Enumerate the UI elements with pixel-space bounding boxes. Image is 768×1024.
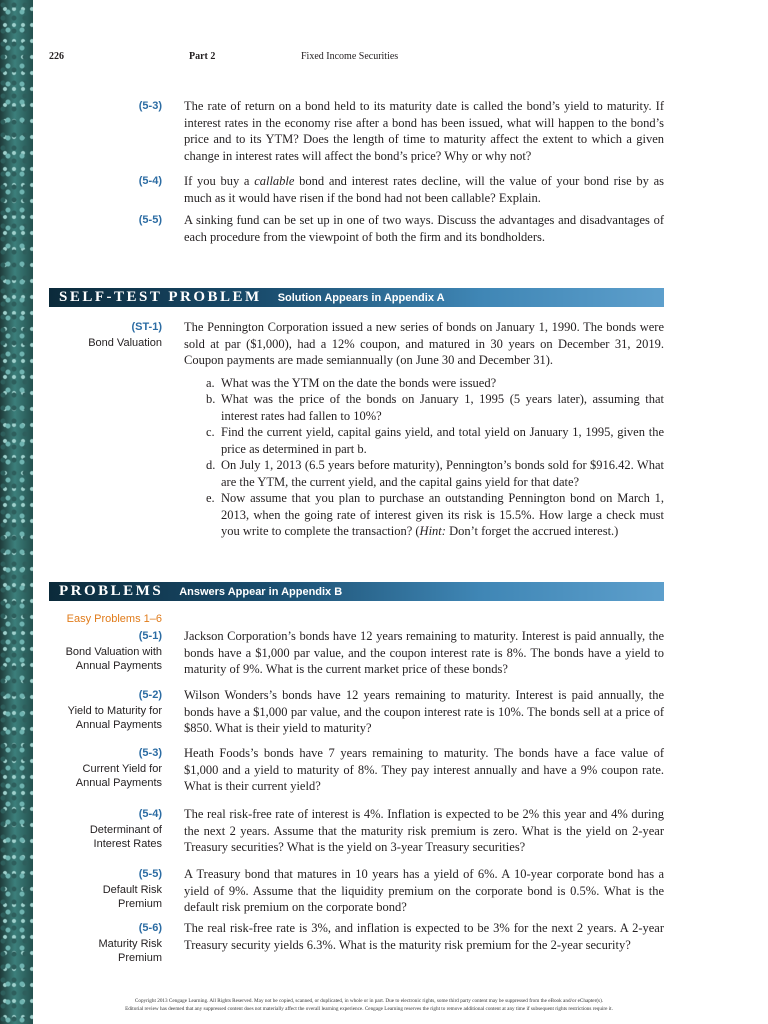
question-number: (5-4) [138,175,162,187]
problem-number: (5-2) [138,689,162,701]
question-5-3 [49,98,664,164]
question-text: The rate of return on a bond held to its maturity date is called the bond’s yield to maturity. If interest rates in the economy rise after a bond has been issued, what will happen to the bond’s price and to its YTM? Does the length of time to maturity affect the extent to which a given change in interest rates will affect the bond’s price? Why or why not? [184,99,664,163]
copyright-footer: Copyright 2013 Cengage Learning. All Rights Reserved. May not be copied, scanned, or duplicated, in whole or in part. Due to electronic rights, some third party content may be suppressed from the eBook and/or eChapter(s). Editorial review has deemed that any suppressed content does not materially affect the overall learning experience. Cengage Learning reserves the right to remove additional content at any time if subsequent rights restrictions require it. [125,998,613,1012]
problems-heading: PROBLEMS [59,583,164,599]
part-item: a. What was the YTM on the date the bonds were issued? [206,375,497,390]
problems-subheading: Answers Appear in Appendix B [179,585,343,598]
part-item: e. Now assume that you plan to purchase an outstanding Pennington bond on March 1, 2013, when the going rate of interest given its risk is 15.5%. How large a check must you write to complete the transaction? (Hint: Don’t forget the accrued interest.) [206,491,664,538]
part-item: c. Find the current yield, capital gains yield, and total yield on January 1, 1995, given the price as determined in part b. [206,425,664,456]
decorative-side-strip [0,0,33,1024]
problem-5-3 [49,745,664,795]
problem-text: The real risk-free rate is 3%, and inflation is expected to be 3% for the next 2 years. A 2-year Treasury security yields 6.3%. What is the maturity risk premium for the 2-year security? [184,921,664,952]
problem-text: Jackson Corporation’s bonds have 12 years remaining to maturity. Interest is paid annually, the bonds have a $1,000 par value, and the coupon interest rate is 8%. The bonds have a yield to maturity of 9%. What is the current market price of these bonds? [184,629,664,676]
question-number: (5-3) [138,100,162,112]
problem-topic: Default Risk Premium [102,883,162,910]
self-test-problem [49,319,664,540]
question-number: (5-5) [138,214,162,226]
part-item: d. On July 1, 2013 (6.5 years before maturity), Pennington’s bonds sold for $916.42. What are the YTM, the current yield, and the capital gains yield for that date? [206,458,664,489]
page-number: 226 [49,51,64,62]
problem-5-5 [49,866,664,916]
question-5-5 [49,212,664,245]
problem-parts [206,375,664,540]
problem-topic: Bond Valuation [88,336,162,349]
problem-text: The Pennington Corporation issued a new series of bonds on January 1, 1990. The bonds were sold at par ($1,000), had a 12% coupon, and matured in 30 years on December 31, 2019. Coupon payments are made semiannually (on June 30 and December 31). [184,320,664,367]
self-test-subheading: Solution Appears in Appendix A [277,291,445,304]
problem-number: (5-6) [138,922,162,934]
problem-5-1 [49,628,664,678]
problem-topic: Maturity Risk Premium [98,937,162,964]
problem-number: (ST-1) [131,321,162,333]
problem-topic: Bond Valuation with Annual Payments [65,645,162,672]
chapter-title: Fixed Income Securities [301,51,399,62]
question-5-4 [49,173,664,206]
self-test-heading: SELF-TEST PROBLEM [59,289,262,305]
problem-number: (5-1) [138,630,162,642]
problem-text: Heath Foods’s bonds have 7 years remaining to maturity. The bonds have a face value of $1,000 and a yield to maturity of 8%. They pay interest annually and have a 9% coupon rate. What is their current yield? [184,746,664,793]
problem-topic: Yield to Maturity for Annual Payments [67,704,162,731]
problem-5-6 [49,920,664,964]
question-text: A sinking fund can be set up in one of two ways. Discuss the advantages and disadvantages of each procedure from the viewpoint of both the firm and its bondholders. [184,213,664,244]
problem-number: (5-5) [138,868,162,880]
problem-text: A Treasury bond that matures in 10 years has a yield of 6%. A 10-year corporate bond has a yield of 9%. Assume that the liquidity premium on the corporate bond is 0.5%. What is the default risk premium on the corporate bond? [184,867,664,914]
problems-heading-band [49,582,664,601]
part-item: b. What was the price of the bonds on January 1, 1995 (5 years later), assuming that interest rates had fallen to 10%? [206,392,664,423]
problem-text: Wilson Wonders’s bonds have 12 years remaining to maturity. Interest is paid annually, the bonds have a $1,000 par value, and the coupon interest rate is 10%. The bonds sell at a price of $850. What is their yield to maturity? [184,688,664,735]
problem-5-4 [49,806,664,856]
question-text: If you buy a callable bond and interest rates decline, will the value of your bond rise by as much as it would have risen if the bond had not been callable? Explain. [184,174,664,205]
problem-topic: Current Yield for Annual Payments [75,762,162,789]
problem-text: The real risk-free rate of interest is 4%. Inflation is expected to be 2% this year and 4% during the next 2 years. Assume that the maturity risk premium is zero. What is the yield on 2-year Treasury securities? What is the yield on 3-year Treasury securities? [184,807,664,854]
easy-problems-heading: Easy Problems 1–6 [66,613,162,625]
problem-number: (5-4) [138,808,162,820]
problem-5-2 [49,687,664,737]
problem-topic: Determinant of Interest Rates [89,823,162,850]
self-test-heading-band [49,288,664,307]
problem-number: (5-3) [138,747,162,759]
part-label: Part 2 [189,51,216,62]
